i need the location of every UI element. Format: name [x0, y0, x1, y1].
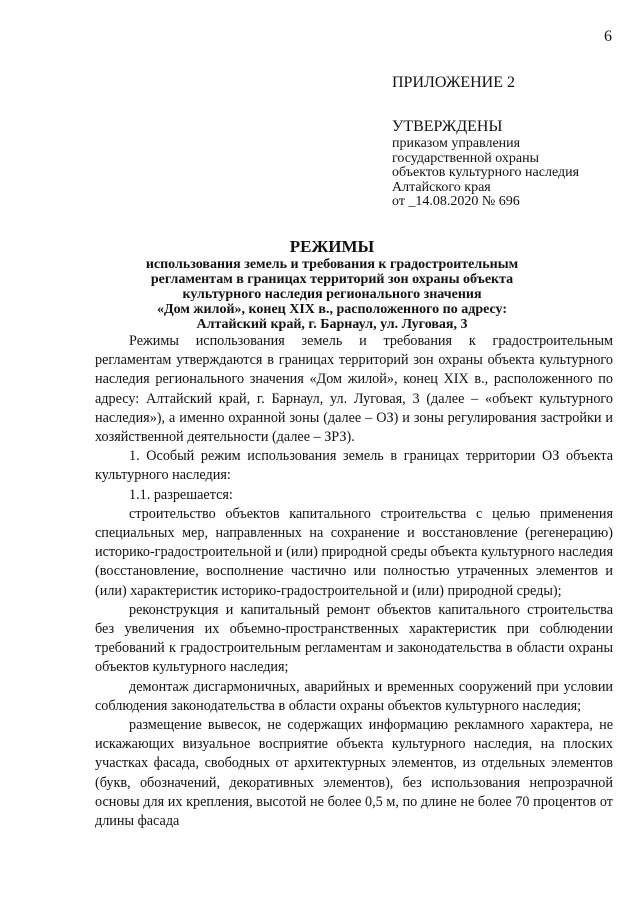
approved-label: УТВЕРЖДЕНЫ [392, 118, 503, 135]
intro-paragraph: Режимы использования земель и требования к градостроительным регламентам утверждаются в границах территорий зон охраны объекта культурного наследия регионального значения «Дом жилой», конец XIX в., расположенного по адресу: Алтайский край, г. Барнаул, ул. Луговая, 3 (далее – «объект культурного наследия»), а именно охранной зоны (далее – ОЗ) и зоны регулирования застройки и хозяйственной деятельности (далее – ЗРЗ). [95, 333, 613, 446]
subtitle-line: Алтайский край, г. Барнаул, ул. Луговая, 3 [196, 317, 468, 332]
document-body [95, 332, 613, 831]
list-item: размещение вывесок, не содержащих информацию рекламного характера, не искажающих визуальное восприятие объекта культурного наследия, на плоских участках фасада, свободных от архитектурных элементов, из отдельных элементов (букв, обозначений, декоративных элементов), без использования непрозрачной основы для их крепления, высотой не более 0,5 м, по длине не более 70 процентов от длины фасада [95, 717, 613, 830]
order-line: государственной охраны [392, 150, 540, 166]
page-number: 6 [604, 28, 612, 45]
document-heading [96, 237, 568, 332]
subsection-heading: 1.1. разрешается: [129, 486, 233, 503]
list-item: реконструкция и капитальный ремонт объектов капитального строительства без увеличения их объемно-пространственных характеристик при соблюдении требований к градостроительным регламентам и законодательства в области охраны объектов культурного наследия; [95, 601, 613, 676]
section-heading: 1. Особый режим использования земель в границах территории ОЗ объекта культурного наследия: [95, 448, 613, 484]
order-date-number: от _14.08.2020 № 696 [392, 194, 520, 209]
order-line: объектов культурного наследия [392, 165, 580, 180]
list-item: демонтаж дисгармоничных, аварийных и временных сооружений при условии соблюдения законодательства в области охраны объектов культурного наследия; [95, 678, 613, 714]
subtitle-line: регламентам в границах территорий зон охраны объекта [150, 272, 514, 287]
approval-block [392, 73, 632, 210]
list-item: строительство объектов капитального строительства с целью применения специальных мер, направленных на сохранение и восстановление (регенерацию) историко-градостроительной и (или) природной среды объекта культурного наследия (восстановление, восполнение частично или полностью утраченных элементов и (или) характеристик историко-градостроительной и (или) природной среды); [95, 505, 613, 599]
subtitle-line: «Дом жилой», конец XIX в., расположенного по адресу: [156, 302, 508, 317]
appendix-label: ПРИЛОЖЕНИЕ 2 [392, 74, 516, 91]
order-line: Алтайского края [392, 179, 491, 195]
subtitle-line: культурного наследия регионального значения [182, 287, 482, 302]
order-line: приказом управления [392, 136, 521, 151]
subtitle-line: использования земель и требования к градостроительным [145, 257, 519, 272]
document-title: РЕЖИМЫ [289, 237, 375, 256]
